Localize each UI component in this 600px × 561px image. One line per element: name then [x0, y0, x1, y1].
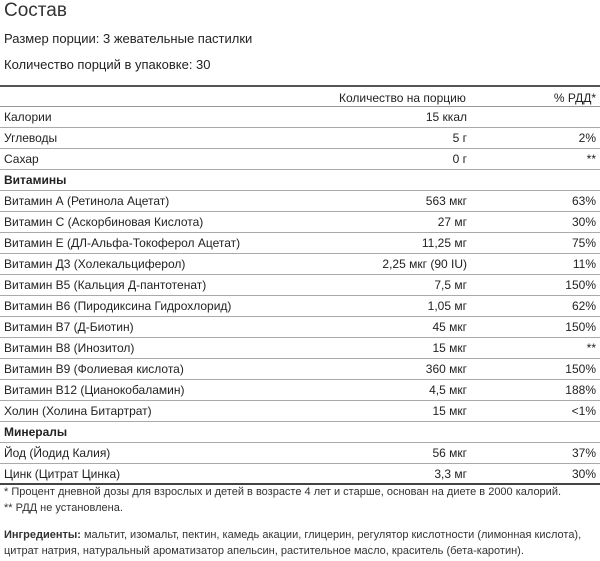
table-row	[0, 380, 600, 401]
table-header	[0, 85, 600, 107]
table-row	[0, 212, 600, 233]
amount-value: 15 мкг	[432, 341, 467, 355]
rda-value: **	[586, 152, 596, 166]
rda-value: 62%	[571, 299, 596, 313]
nutrient-name: Сахар	[4, 152, 39, 166]
nutrient-name: Холин (Холина Битартрат)	[4, 404, 152, 418]
ingredients	[4, 527, 596, 559]
rda-value: 150%	[565, 362, 596, 376]
nutrient-name: Витамин Е (ДЛ-Альфа-Токоферол Ацетат)	[4, 236, 241, 250]
table-row	[0, 359, 600, 380]
table-row	[0, 107, 600, 128]
table-row	[0, 443, 600, 464]
header-amount: Количество на порцию	[339, 91, 466, 105]
nutrient-name: Витамин В5 (Кальция Д-пантотенат)	[4, 278, 207, 292]
rda-value: 37%	[571, 446, 596, 460]
section-row	[0, 422, 600, 443]
nutrient-name: Витамины	[4, 173, 67, 187]
rda-value: **	[586, 341, 596, 355]
rda-value: 188%	[565, 383, 596, 397]
amount-value: 2,25 мкг (90 IU)	[382, 257, 467, 271]
nutrient-name: Витамин Д3 (Холекальциферол)	[4, 257, 186, 271]
table-row	[0, 401, 600, 422]
amount-value: 360 мкг	[425, 362, 467, 376]
footnote-rda: * Процент дневной дозы для взрослых и детей в возрасте 4 лет и старше, основан на диете в 2000 калорий.	[4, 486, 562, 498]
nutrient-name: Витамин В12 (Цианокобаламин)	[4, 383, 185, 397]
rda-value: 150%	[565, 320, 596, 334]
ingredients-label: Ингредиенты:	[4, 529, 81, 541]
amount-value: 15 ккал	[425, 110, 467, 124]
table-row	[0, 254, 600, 275]
table-row	[0, 296, 600, 317]
amount-value: 45 мкг	[432, 320, 467, 334]
amount-value: 1,05 мг	[427, 299, 467, 313]
page-title: Состав	[4, 0, 67, 21]
amount-value: 0 г	[452, 152, 467, 166]
rda-value: 75%	[571, 236, 596, 250]
rda-value: 30%	[571, 467, 596, 481]
table-row	[0, 233, 600, 254]
serving-size: Размер порции: 3 жевательные пастилки	[4, 31, 253, 46]
section-row	[0, 170, 600, 191]
table-row	[0, 149, 600, 170]
rda-value: 63%	[571, 194, 596, 208]
nutrient-name: Минералы	[4, 425, 68, 439]
nutrient-name: Витамин С (Аскорбиновая Кислота)	[4, 215, 204, 229]
table-body	[0, 107, 600, 485]
table-row	[0, 128, 600, 149]
nutrition-table	[0, 85, 600, 485]
servings-per-container: Количество порций в упаковке: 30	[4, 57, 211, 72]
nutrient-name: Йод (Йодид Калия)	[4, 446, 111, 460]
amount-value: 56 мкг	[432, 446, 467, 460]
nutrient-name: Углеводы	[4, 131, 58, 145]
amount-value: 11,25 мг	[421, 236, 467, 250]
table-row	[0, 338, 600, 359]
nutrient-name: Калории	[4, 110, 52, 124]
amount-value: 563 мкг	[425, 194, 467, 208]
amount-value: 27 мг	[437, 215, 467, 229]
table-row	[0, 464, 600, 485]
amount-value: 7,5 мг	[434, 278, 467, 292]
nutrient-name: Витамин В7 (Д-Биотин)	[4, 320, 134, 334]
amount-value: 4,5 мкг	[429, 383, 467, 397]
table-row	[0, 275, 600, 296]
amount-value: 15 мкг	[432, 404, 467, 418]
nutrient-name: Витамин В6 (Пиродиксина Гидрохлорид)	[4, 299, 232, 313]
rda-value: 150%	[565, 278, 596, 292]
ingredients-text: мальтит, изомальт, пектин, камедь акации, глицерин, регулятор кислотности (лимонная кислота), цитрат натрия, натуральный ароматизатор апельсин, растительное масло, краситель (бета-каротин).	[4, 529, 582, 557]
footnote-not-established: ** РДД не установлена.	[4, 502, 123, 514]
header-rda: % РДД*	[553, 91, 596, 105]
nutrient-name: Цинк (Цитрат Цинка)	[4, 467, 121, 481]
nutrient-name: Витамин В8 (Инозитол)	[4, 341, 135, 355]
nutrient-name: Витамин В9 (Фолиевая кислота)	[4, 362, 184, 376]
nutrient-name: Витамин А (Ретинола Ацетат)	[4, 194, 170, 208]
amount-value: 5 г	[452, 131, 467, 145]
rda-value: 30%	[571, 215, 596, 229]
amount-value: 3,3 мг	[434, 467, 467, 481]
rda-value: 11%	[572, 257, 596, 271]
rda-value: <1%	[571, 404, 596, 418]
rda-value: 2%	[578, 131, 596, 145]
table-row	[0, 317, 600, 338]
table-row	[0, 191, 600, 212]
